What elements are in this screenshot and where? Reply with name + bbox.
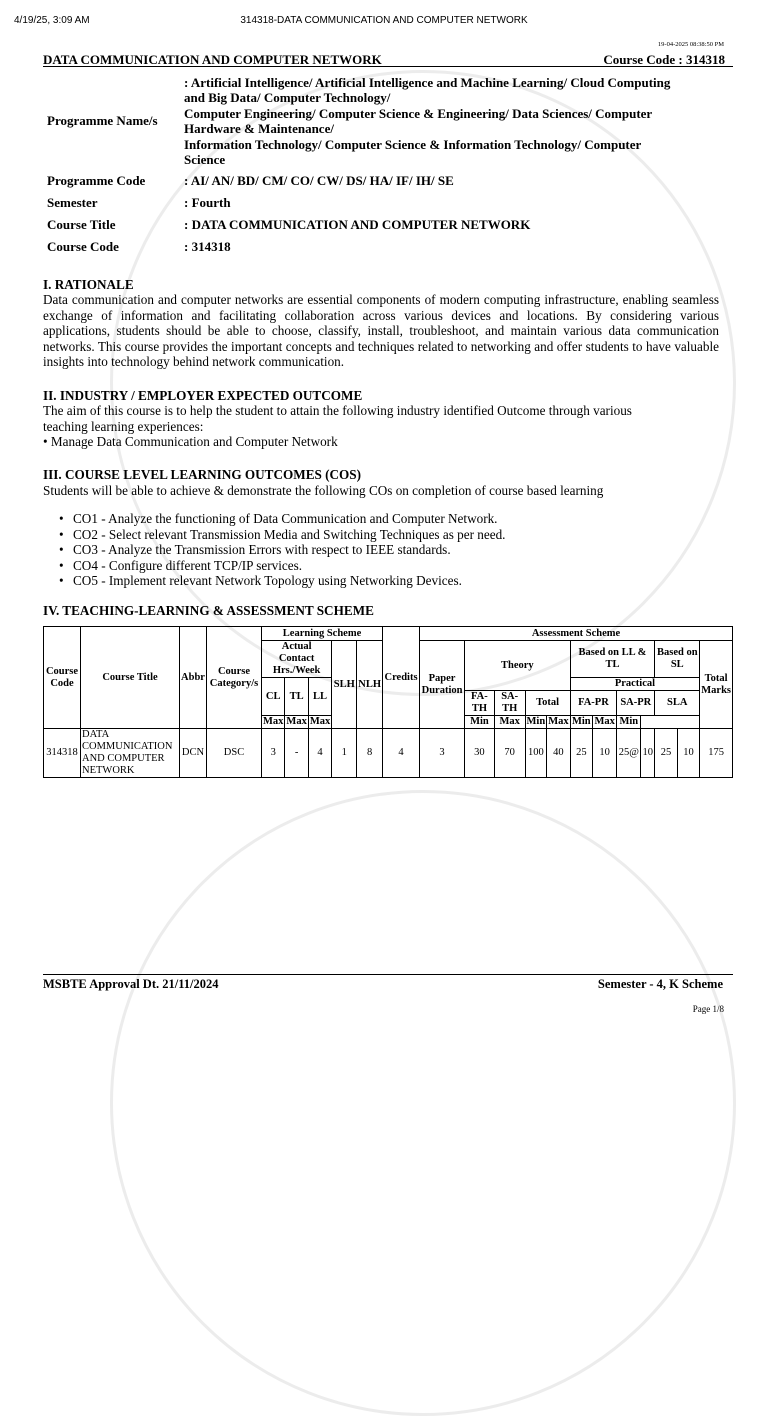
tla-heading: IV. TEACHING-LEARNING & ASSESSMENT SCHEME [43, 603, 374, 618]
industry-text: The aim of this course is to help the student to attain the following industry identified Outcome through various teaching learning experiences: • Manage Data Communication and Computer Network [43, 403, 632, 449]
cell-fa-th-max: 30 [465, 729, 495, 778]
cell-sa-pr-min: 10 [641, 729, 655, 778]
cell-sa-th-max: 70 [494, 729, 525, 778]
rationale-text: Data communication and computer networks are essential components of modern computing infrastructure, enabling seamless exchange of information and facilitating collaboration across various devices and locations. By considering various applications, students should be able to choose, classify, install, troubleshoot, and maintain various data communication networks. This course provides the important concepts and techniques related to networking and offer students to have valuable insights into technology behind network communication. [43, 292, 719, 369]
th-course-code: Course Code [44, 627, 81, 729]
page-footer [43, 974, 733, 992]
th-nlh: NLH [357, 641, 383, 729]
th-learning-scheme: Learning Scheme [262, 627, 383, 641]
course-title-row [43, 52, 733, 67]
programme-name-value: : Artificial Intelligence/ Artificial Intelligence and Machine Learning/ Cloud Computing and Big Data/ Computer Technology/ Computer Engineering/ Computer Science & Engineering/ Data Sciences/ Computer Hardware & Maintenance/ Information Technology/ Computer Science & Information Technology/ Computer Science [184, 74, 671, 167]
th-cl: CL [262, 678, 285, 716]
scheme-label: Semester - 4, K Scheme [597, 977, 723, 991]
cell-category: DSC [207, 729, 262, 778]
page-number: Page 1/8 [692, 1004, 724, 1014]
th-based-ll-tl: Based on LL & TL [570, 641, 655, 678]
cell-tl: - [285, 729, 308, 778]
th-actual-contact: Actual Contact Hrs./Week [262, 641, 332, 678]
programme-details [47, 72, 737, 258]
cell-ll: 4 [308, 729, 331, 778]
th-course-title: Course Title [81, 627, 180, 729]
cell-sla-max: 25 [655, 729, 677, 778]
table-row [44, 729, 733, 778]
co-item: • CO5 - Implement relevant Network Topology using Networking Devices. [73, 573, 505, 589]
th-sla: SLA [655, 691, 700, 716]
th-min: Min [617, 716, 641, 729]
cell-total-max: 100 [525, 729, 547, 778]
th-min: Min [571, 716, 591, 727]
course-code-value: : 314318 [184, 239, 231, 255]
cell-credits: 4 [383, 729, 420, 778]
th-based-sl: Based on SL [655, 641, 700, 678]
th-fa-pr: FA-PR [570, 691, 617, 716]
cell-title: DATA COMMUNICATION AND COMPUTER NETWORK [81, 729, 180, 778]
cell-nlh: 8 [357, 729, 383, 778]
cell-cl: 3 [262, 729, 285, 778]
industry-heading: II. INDUSTRY / EMPLOYER EXPECTED OUTCOME [43, 388, 363, 403]
co-item: • CO3 - Analyze the Transmission Errors with respect to IEEE standards. [73, 542, 505, 558]
th-max: Max [263, 716, 284, 727]
th-min: Min [465, 716, 495, 729]
th-credits: Credits [383, 627, 420, 729]
th-theory: Theory [465, 641, 571, 691]
th-paper-duration: Paper Duration [420, 641, 465, 729]
th-max: Max [548, 716, 569, 727]
cell-duration: 3 [420, 729, 465, 778]
programme-code-label: Programme Code [47, 173, 146, 189]
semester-label: Semester [47, 195, 98, 211]
watermark-seal-lower [110, 790, 736, 1416]
course-name: DATA COMMUNICATION AND COMPUTER NETWORK [43, 52, 382, 67]
course-code-label: Course Code : 314318 [603, 52, 725, 67]
cos-intro: Students will be able to achieve & demonstrate the following COs on completion of course based learning [43, 483, 604, 498]
th-total: Total [525, 691, 570, 716]
th-course-category: Course Category/s [207, 627, 262, 729]
course-title-value: : DATA COMMUNICATION AND COMPUTER NETWORK [184, 217, 531, 233]
cell-total-marks: 175 [700, 729, 733, 778]
co-item: • CO2 - Select relevant Transmission Media and Switching Techniques as per need. [73, 527, 505, 543]
th-practical: Practical [570, 678, 700, 691]
cell-sa-pr-max: 25@ [617, 729, 641, 778]
th-assessment-scheme: Assessment Scheme [420, 627, 733, 641]
th-total-marks: Total Marks [700, 641, 733, 729]
programme-name-label: Programme Name/s [47, 113, 158, 129]
print-timestamp: 4/19/25, 3:09 AM [14, 15, 90, 26]
th-sa-pr: SA-PR [617, 691, 655, 716]
th-slh: SLH [332, 641, 357, 729]
teaching-assessment-table [43, 626, 733, 778]
th-max: Max [594, 716, 615, 727]
cell-total-min: 40 [547, 729, 570, 778]
cell-abbr: DCN [180, 729, 207, 778]
cell-sla-min: 10 [677, 729, 700, 778]
semester-value: : Fourth [184, 195, 231, 211]
th-min: Min [526, 716, 546, 727]
cell-code: 314318 [44, 729, 81, 778]
cell-fa-pr-min: 10 [593, 729, 617, 778]
course-title-label: Course Title [47, 217, 116, 233]
course-code-row-label: Course Code [47, 239, 119, 255]
th-ll: LL [308, 678, 331, 716]
print-stamp: 19-04-2025 08:38:50 PM [657, 41, 724, 48]
cell-fa-pr-max: 25 [570, 729, 592, 778]
th-max: Max [494, 716, 525, 729]
th-sa-th: SA- TH [494, 691, 525, 716]
cos-list [73, 511, 505, 589]
cell-slh: 1 [332, 729, 357, 778]
print-title: 314318-DATA COMMUNICATION AND COMPUTER NETWORK [240, 15, 528, 26]
rationale-heading: I. RATIONALE [43, 277, 134, 292]
approval-date: MSBTE Approval Dt. 21/11/2024 [43, 977, 219, 991]
th-tl: TL [285, 678, 308, 716]
cos-heading: III. COURSE LEVEL LEARNING OUTCOMES (COS) [43, 467, 362, 482]
co-item: • CO1 - Analyze the functioning of Data Communication and Computer Network. [73, 511, 505, 527]
th-max: Max [286, 716, 307, 727]
th-max: Max [309, 716, 331, 727]
co-item: • CO4 - Configure different TCP/IP services. [73, 558, 505, 574]
th-fa-th: FA- TH [465, 691, 495, 716]
th-abbr: Abbr [180, 627, 207, 729]
programme-code-value: : AI/ AN/ BD/ CM/ CO/ CW/ DS/ HA/ IF/ IH/ SE [184, 173, 454, 189]
